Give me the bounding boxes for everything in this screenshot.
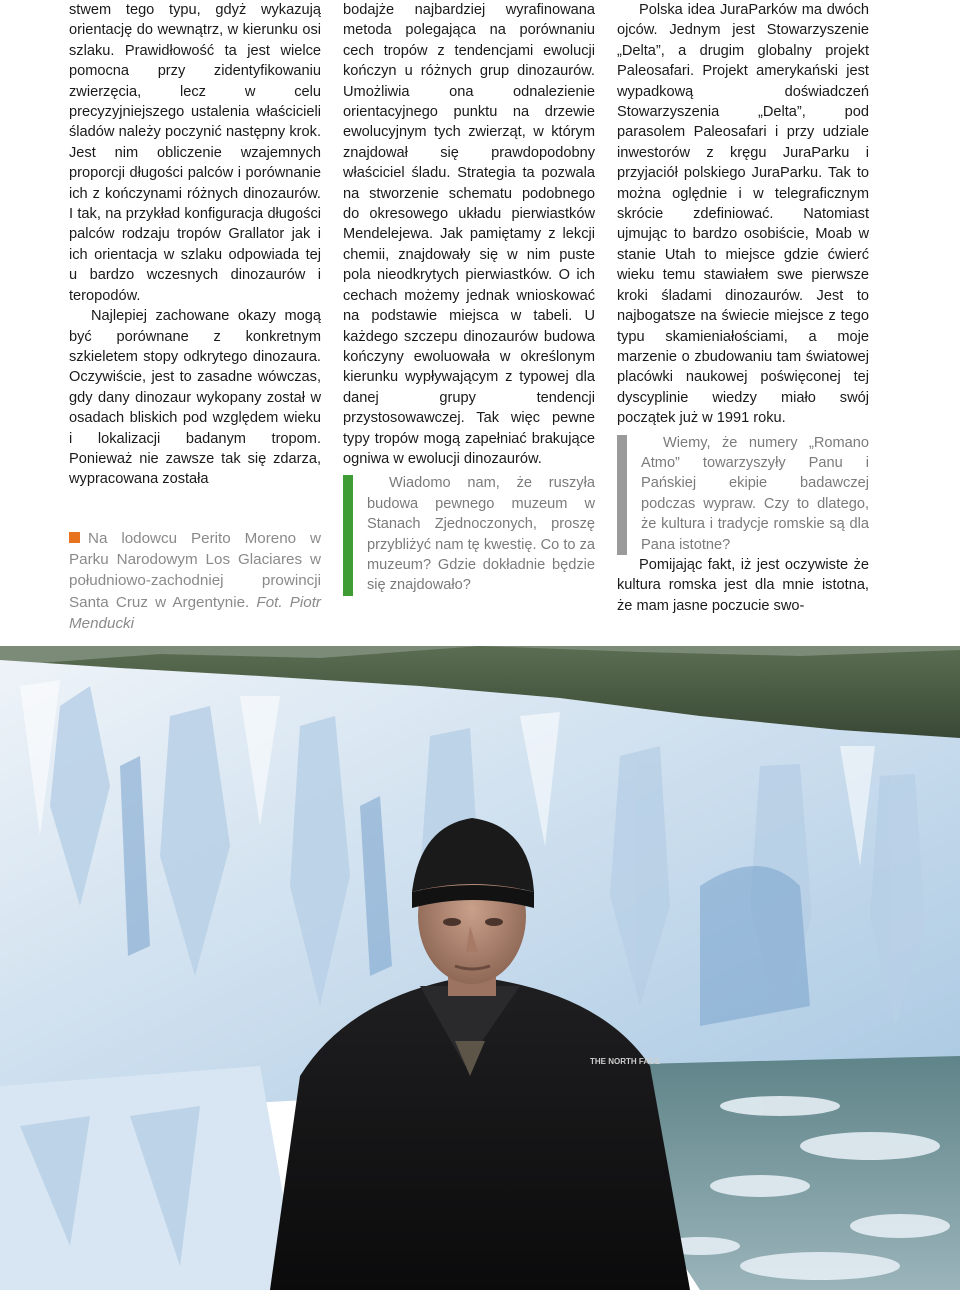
paragraph: Pomijając fakt, iż jest oczywiste że kultura romska jest dla mnie istotna, że mam jasne poczucie swo- [617, 556, 869, 614]
question-text: Wiadomo nam, że ruszyła budowa pewnego muzeum w Stanach Zjednoczonych, proszę przybliżyć nam tę kwestię. Co to za muzeum? Gdzie dokładnie będzie się znajdowało? [367, 475, 595, 594]
jacket-logo: THE NORTH FACE [590, 1057, 661, 1066]
paragraph: Polska idea JuraParków ma dwóch ojców. Jednym jest Stowarzyszenie „Delta”, a drugim globalny projekt Paleosafari. Projekt amerykański jest wypadkową doświadczeń Stowarzyszenia „Delta”, pod parasolem Paleosafari i przy udziale inwestorów z kręgu JuraParku i przyjaciół polskiego JuraParku. Tak to można oględnie i w telegraficznym skrócie zdefiniować. Natomiast ujmując to bardzo osobiście, Moab w stanie Utah to miejsce gdzie ćwierć wieku temu stawiałem swe pierwsze kroki śladami dinozaurów. Jest to najbogatsze na świecie miejsce z tego typu skamieniałościami, a moje marzenie o zbudowaniu tam światowej placówki naukowej poświęconej tej dyscyplinie wiedzy miało swój początek już w 1991 roku. [617, 2, 869, 427]
photo-caption [69, 528, 321, 634]
text-column-2 [343, 0, 595, 596]
caption-square-icon [69, 532, 80, 543]
photo-credit: Fot. Piotr Menducki [69, 593, 321, 632]
question-text: Wiemy, że numery „Romano Atmo” towarzyszyły Panu i Pańskiej ekipie badawczej podczas wypraw. Czy to dlatego, że kultura i tradycje romskie są dla Pana istotne? [641, 434, 869, 553]
question-bar [617, 435, 627, 555]
question-bar [343, 475, 353, 595]
paragraph: stwem tego typu, gdyż wykazują orientację do wewnątrz, w kierunku osi szlaku. Prawidłowość ta jest wielce pomocna przy zidentyfikowaniu zwierzęcia, lecz w celu precyzyjniejszego ustalenia właścicieli śladów należy poczynić następny krok. Jest nim obliczenie wzajemnych proporcji długości palców i porównanie ich z kończynami różnych dinozaurów. I tak, na przykład konfiguracja długości palców rodzaju tropów Grallator jak i ich orientacja w szlaku odpowiada tej u bardzo wczesnych dinozaurów i teropodów. [69, 2, 321, 304]
paragraph: Najlepiej zachowane okazy mogą być porównane z konkretnym szkieletem stopy odkrytego dinozaura. Oczywiście, jest to zasadne wówczas, gdy dany dinozaur wykopany został w osadach bliskich pod względem wieku i lokalizacji badanym tropom. Ponieważ nie zawsze tak się zdarza, wypracowana została [69, 308, 321, 488]
interview-question [617, 433, 869, 555]
text-column-3 [617, 0, 869, 616]
text-column-1 [69, 0, 321, 490]
paragraph: bodajże najbardziej wyrafinowana metoda polegająca na porównaniu cech tropów z tendencjami ewolucji kończyn u różnych grup dinozaurów. Umożliwia ona odnalezienie orientacyjnego punktu na drzewie ewolucyjnym tych zwierząt, w którym znajdował się prawdopodobny właściciel śladu. Strategia ta pozwala na stworzenie schematu podobnego do okresowego układu pierwiastków Mendelejewa. Jak pamiętamy z lekcji chemii, znajdowały się w nim puste pola nieodkrytych pierwiastków. O ich cechach możemy jednak wnioskować na podstawie miejsca w tabeli. U każdego szczepu dinozaurów budowa kończyny ewoluowała w określonym kierunku wypływającym z typowej dla danej grupy tendencji przystosowawczej. Tak więc pewne typy tropów mogą zapełniać brakujące ogniwa w ewolucji dinozaurów. [343, 2, 595, 467]
glacier-photo [0, 646, 960, 1290]
caption-text: Na lodowcu Perito Moreno w Parku Narodowym Los Glaciares w południowo-zachodniej prowincji Santa Cruz w Argentynie. [69, 530, 321, 611]
interview-question [343, 473, 595, 595]
